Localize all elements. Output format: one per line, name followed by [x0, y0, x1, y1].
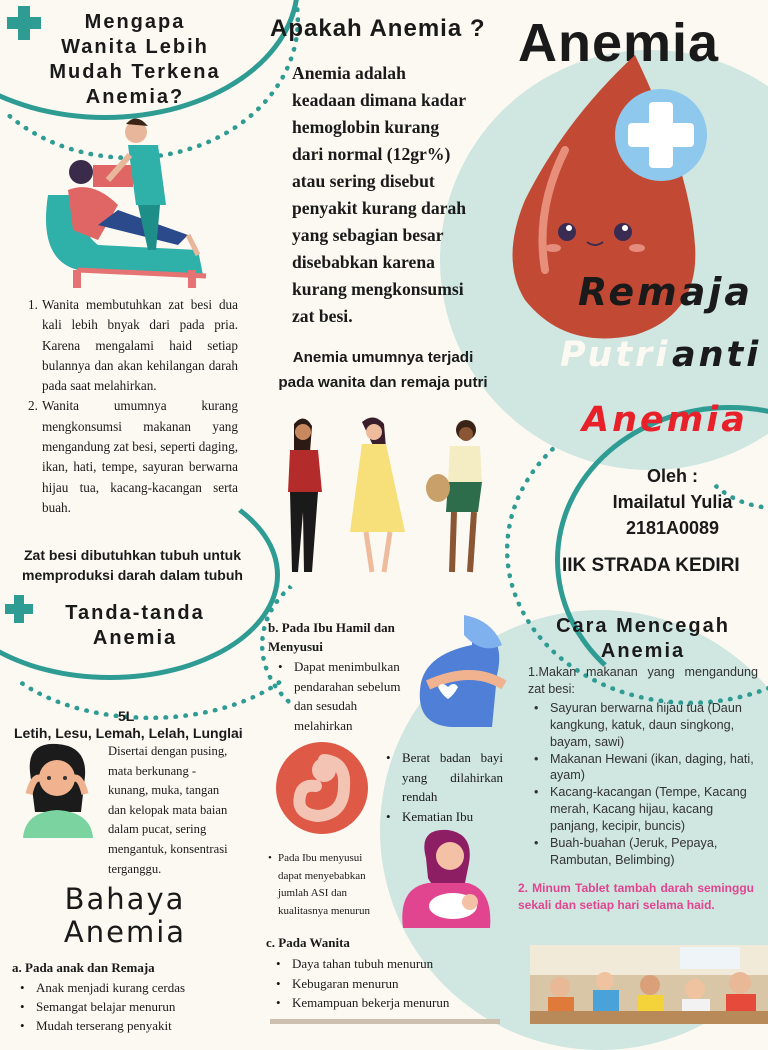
list-item: • Sayuran berwarna hijau tua (Daun kangkung, katuk, daun singkong, bayam, sawi)	[528, 700, 758, 751]
panel6-title: Cara Mencegah Anemia	[556, 615, 730, 662]
subsection-b-list-3	[262, 850, 387, 920]
list-item: • Dapat menimbulkan pendarahan sebelum dan sesudah melahirkan	[272, 657, 417, 735]
panel1-list	[28, 295, 238, 518]
prevention-item-2: 2. Minum Tablet tambah darah seminggu sekali dan setiap hari selama haid.	[518, 881, 754, 912]
fetus-illustration	[274, 740, 370, 836]
list-item: • Makanan Hewani (ikan, daging, hati, ayam)	[528, 751, 758, 785]
prevention-list	[528, 664, 758, 869]
list-item: • Pada Ibu menyusui dapat menyebabkan jumlah ASI dan kualitasnya menurun	[262, 850, 387, 920]
women-illustration	[270, 412, 500, 582]
panel4-title: Tanda-tanda Anemia	[65, 602, 205, 649]
symptom-description: Disertai dengan pusing, mata berkunang - kunang, muka, tangan dan kelopak mata baian dalam pucat, sering mengantuk, konsentrasi terganggu.	[108, 744, 228, 876]
prevention-item-1: 1.Makan makanan yang mengandung zat besi:	[528, 665, 758, 696]
dizzy-woman-illustration	[15, 742, 100, 838]
list-item: • Kemampuan bekerja menurun	[270, 993, 510, 1013]
subsection-c-title: c. Pada Wanita	[266, 935, 350, 950]
classroom-students-photo	[530, 945, 768, 1024]
panel1-footer: Zat besi dibutuhkan tubuh untuk memproduksi darah dalam tubuh	[22, 547, 243, 583]
panel2-title: Apakah Anemia ?	[270, 15, 486, 42]
list-item: 2. Wanita umumnya kurang mengkonsumsi makanan yang mengandung zat besi, seperti daging, ikan, hati, tempe, sayuran berwarna hijau tua, kacang-kacangan serta buah.	[28, 398, 238, 515]
cover-title: Anemia	[518, 13, 720, 73]
cover-subtitle-anemia: Anemia	[582, 400, 748, 440]
panel1-title: Mengapa Wanita Lebih Mudah Terkena Anemia?	[49, 11, 221, 108]
subsection-a-title: a. Pada anak dan Remaja	[12, 960, 155, 975]
list-item: • Anak menjadi kurang cerdas	[14, 978, 254, 997]
list-item: • Kacang-kacangan (Tempe, Kacang merah, Kacang hijau, kacang panjang, kecipir, buncis)	[528, 784, 758, 835]
list-item: • Berat badan bayi yang dilahirkan rendah	[380, 748, 503, 807]
list-item: • Daya tahan tubuh menurun	[270, 954, 510, 974]
cover-subtitle-remaja: Remaja	[578, 270, 754, 314]
symptom-code: 5L	[118, 708, 135, 724]
list-item: • Buah-buahan (Jeruk, Pepaya, Rambutan, Belimbing)	[528, 835, 758, 869]
subsection-b-list-2	[380, 748, 503, 826]
pregnant-belly-illustration	[412, 615, 507, 730]
medical-cross-icon	[612, 86, 710, 184]
student-id: 2181A0089	[625, 518, 720, 538]
list-item: • Kematian Ibu	[380, 807, 503, 827]
institution: IIK STRADA KEDIRI	[562, 555, 740, 576]
list-item: • Kebugaran menurun	[270, 974, 510, 994]
plus-icon	[4, 594, 34, 624]
bottom-strip-image	[270, 1019, 500, 1024]
bahaya-title: Bahaya Anemia	[63, 882, 187, 949]
cover-subtitle-putri: Putri	[560, 335, 671, 375]
subsection-c-list	[270, 954, 510, 1013]
panel2-definition: Anemia adalah keadaan dimana kadar hemoglobin kurang dari normal (12gr%) atau sering disebut penyakit kurang darah yang sebagian besar disebabkan karena kurang mengkonsumsi zat besi.	[292, 63, 467, 326]
by-label: Oleh :	[646, 466, 698, 486]
author-name: Imailatul Yulia	[612, 492, 733, 512]
cover-subtitle-anti: anti	[672, 335, 762, 375]
list-item: • Semangat belajar menurun	[14, 997, 254, 1016]
symptom-list: Letih, Lesu, Lemah, Lelah, Lunglai	[14, 725, 243, 741]
breastfeeding-mother-illustration	[398, 828, 496, 930]
cover-author-block	[580, 463, 765, 541]
list-item: • Mudah terserang penyakit	[14, 1016, 254, 1035]
list-item: 1. Wanita membutuhkan zat besi dua kali lebih bnyak dari pada pria. Karena mengalami haid setiap bulannya dan akan kehilangan darah pada saat melahirkan.	[28, 297, 238, 394]
subsection-b-list-1	[272, 657, 417, 735]
panel2-note: Anemia umumnya terjadi pada wanita dan remaja putri	[278, 349, 488, 391]
subsection-a-list	[14, 978, 254, 1035]
blood-donation-illustration	[38, 110, 213, 290]
subsection-b-title: b. Pada Ibu Hamil dan Menyusui	[268, 620, 395, 654]
